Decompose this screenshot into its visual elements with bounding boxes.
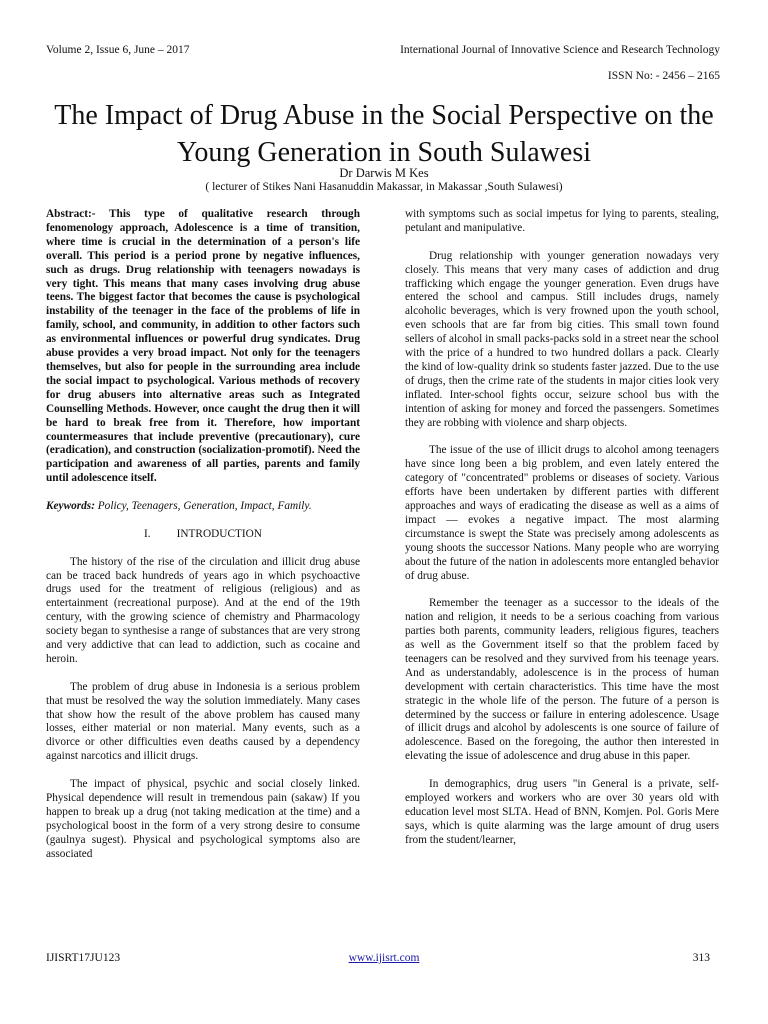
section-title: INTRODUCTION: [176, 527, 262, 540]
left-column: [46, 208, 360, 875]
affiliation: ( lecturer of Stikes Nani Hasanuddin Makassar, in Makassar ,South Sulawesi): [205, 181, 563, 193]
journal-volume: Volume 2, Issue 6, June – 2017: [46, 44, 190, 56]
paragraph-continued: with symptoms such as social impetus for lying to parents, stealing, petulant and manipulative.: [405, 208, 719, 234]
abstract: Abstract:- This type of qualitative research through fenomenology approach, Adolescence is a time of transition, where time is crucial in the determination of a person's life overall. This period is a period prone by negative influences, such as drugs. Drug relationship with teenagers nowadays is very tight. This means that many cases involving drug abuse teens. The biggest factor that becomes the cause is psychological instability of the teenager in the face of the problems of life in family, school, and community, in addition to other factors such as environmental influences or powerful drug syndicates. Drug abuse provides a very broad impact. Not only for the teenagers themselves, but also for people in the surrounding area include the social impact to psychological. Various methods of recovery for drug abusers into alternative areas such as Integrated Counselling Methods. However, once caught the drug then it will be hard to break free from it. Therefore, how important countermeasures that include preventive (precautionary), cure (eradication), and construction (socialization-promotif). Need the participation and awareness of all parties, parents and family until adolescence itself.: [46, 208, 360, 485]
journal-name: International Journal of Innovative Science and Research Technology: [400, 44, 720, 56]
keywords-text: Policy, Teenagers, Generation, Impact, Family.: [94, 500, 312, 513]
paper-title: The Impact of Drug Abuse in the Social Perspective on the Young Generation in South Sulawesi: [54, 100, 714, 168]
paragraph: The problem of drug abuse in Indonesia is a serious problem that must be resolved the way the solution immediately. Many cases that show how the result of the above problem has caused many losses, either material or non material. Many events, such as a divorce or other difficulties even deaths caused by a dependency against narcotics and illicit drugs.: [46, 680, 360, 763]
paragraph: The impact of physical, psychic and social closely linked. Physical dependence will result in tremendous pain (sakaw) If you happen to break up a drug (not taking medication at the time) and a psychological boost in the form of a very strong desire to consume (gaulnya sugest). Physical and psychological symptoms also are associated: [46, 778, 360, 860]
page-number: 313: [692, 952, 710, 964]
paragraph: The history of the rise of the circulation and illicit drug abuse can be traced back hundreds of years ago in which psychoactive drugs used for the treatment of religious (religious) and as entertainment (recreational purpose). And at the end of the 19th century, with the growing science of chemistry and Pharmacology society began to synthesise a range of substances that are very strong and very addictive that can lead to addiction, such as cocaine and heroin.: [46, 555, 360, 665]
issn: ISSN No: - 2456 – 2165: [607, 70, 720, 82]
paragraph: Remember the teenager as a successor to the ideals of the nation and religion, it needs to be a serious coaching from various parties both parents, community leaders, religious figures, teachers as well as the Government itself so that the problem faced by teenagers can be resolved and they survived from his teenage years. And as understandably, adolescence is in the process of human development with certain characteristics. This time have the most strategic in the whole life of the person. The future of a person is determined by the success or failure in entering adolescence. Usage of illicit drugs and alcohol by adolescents is one source of failure of adolescence. Based on the foregoing, the author then interested in elevating the issue of adolescence and drug abuse in this paper.: [405, 597, 719, 763]
paragraph: In demographics, drug users "in General is a private, self-employed workers and workers who are over 30 years old with education level most SLTA. Head of BNN, Komjen. Pol. Goris Mere says, which is quite alarming was the large amount of drug users from the student/learner,: [405, 778, 719, 846]
right-column: [405, 208, 719, 862]
section-number: I.: [144, 527, 151, 540]
paper-id: IJISRT17JU123: [46, 952, 121, 964]
website-link[interactable]: www.ijisrt.com: [348, 952, 420, 964]
footer-center: [0, 952, 768, 964]
paragraph: The issue of the use of illicit drugs to alcohol among teenagers have since long been a big problem, and even lately entered the category of "concentrated" problems or diseases of society. Various efforts have been undertaken by different parties with different approaches and ways of eradicating the disease as well as a aims of impact — evokes a negative impact. The most alarming circumstance is swept the State was precisely among adolescents as young shoots the successor Nations. Many people who are worrying about the future of the nation in adolescents more entangled behavior of drug abuse.: [405, 444, 719, 582]
section-heading: [46, 528, 360, 542]
keywords-label: Keywords:: [46, 500, 95, 513]
paragraph: Drug relationship with younger generation nowadays very closely. This means that very many cases of addiction and drug trafficking which engage the younger generation. Even drugs have entered the school and campus. Still includes drugs, namely alcoholic beverages, which is very frowned upon the youth school, even schools that are far from big cities. This small town found sellers of alcohol in small packs-packs sold in a street near the school with the price of a hundred to two hundred dollars a pack. Clearly the kind of low-quality drink so students faster jazzed. Due to the use of drugs, then the crime rate of the students in major cities look very inflated. Inter-school fights occur, seizure school bus with the intention of asking for money and forced the passengers. Sometimes they are robbing with violence and sharp objects.: [405, 249, 719, 429]
keywords: [46, 500, 360, 514]
author: Dr Darwis M Kes: [339, 166, 429, 180]
